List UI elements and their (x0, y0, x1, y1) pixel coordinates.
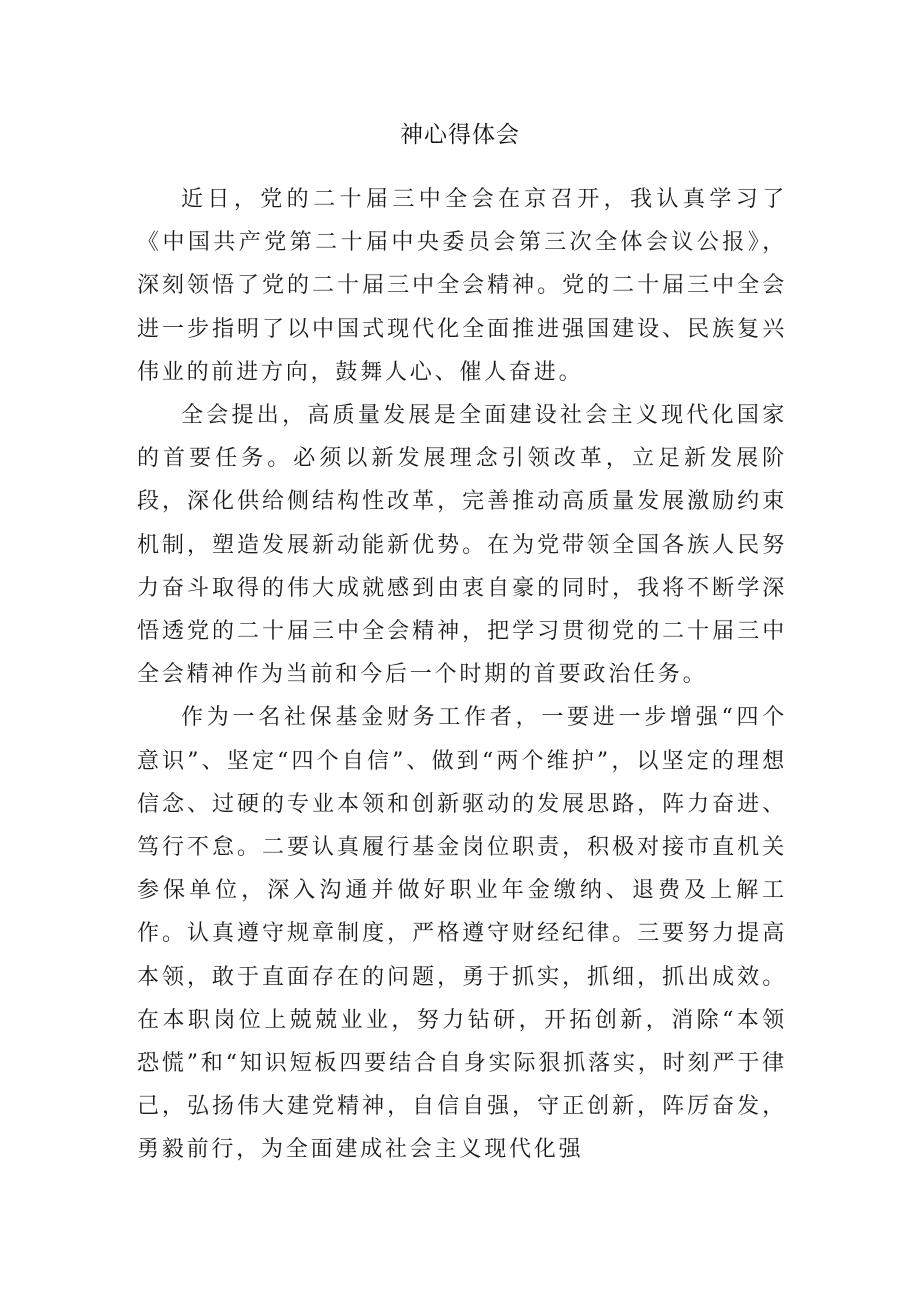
paragraph-3: 作为一名社保基金财务工作者，一要进一步增强“四个意识”、坚定“四个自信”、做到“两个维护”，以坚定的理想信念、过硬的专业本领和创新驱动的发展思路，阵力奋进、笃行不怠。二要认真履行基金岗位职责，积极对接市直机关参保单位，深入沟通并做好职业年金缴纳、退费及上解工作。认真遵守规章制度，严格遵守财经纪律。三要努力提高本领，敢于直面存在的问题，勇于抓实，抓细，抓出成效。在本职岗位上兢兢业业，努力钻研，开拓创新，消除“本领恐慌”和“知识短板四要结合自身实际狠抓落实，时刻严于律己，弘扬伟大建党精神，自信自强，守正创新，阵厉奋发，勇毅前行，为全面建成社会主义现代化强 (137, 705, 787, 1163)
paragraph-2: 全会提出，高质量发展是全面建设社会主义现代化国家的首要任务。必须以新发展理念引领改革，立足新发展阶段，深化供给侧结构性改革，完善推动高质量发展激励约束机制，塑造发展新动能新优势。在为党带领全国各族人民努力奋斗取得的伟大成就感到由衷自豪的同时，我将不断学深悟透党的二十届三中全会精神，把学习贯彻党的二十届三中全会精神作为当前和今后一个时期的首要政治任务。 (137, 403, 787, 688)
document-title: 神心得体会 (400, 122, 520, 148)
document-body (137, 178, 787, 1172)
paragraph-1: 近日，党的二十届三中全会在京召开，我认真学习了《中国共产党第二十届中央委员会第三次全体会议公报》，深刻领悟了党的二十届三中全会精神。党的二十届三中全会进一步指明了以中国式现代化全面推进强国建设、民族复兴伟业的前进方向，鼓舞人心、催人奋进。 (137, 187, 787, 385)
